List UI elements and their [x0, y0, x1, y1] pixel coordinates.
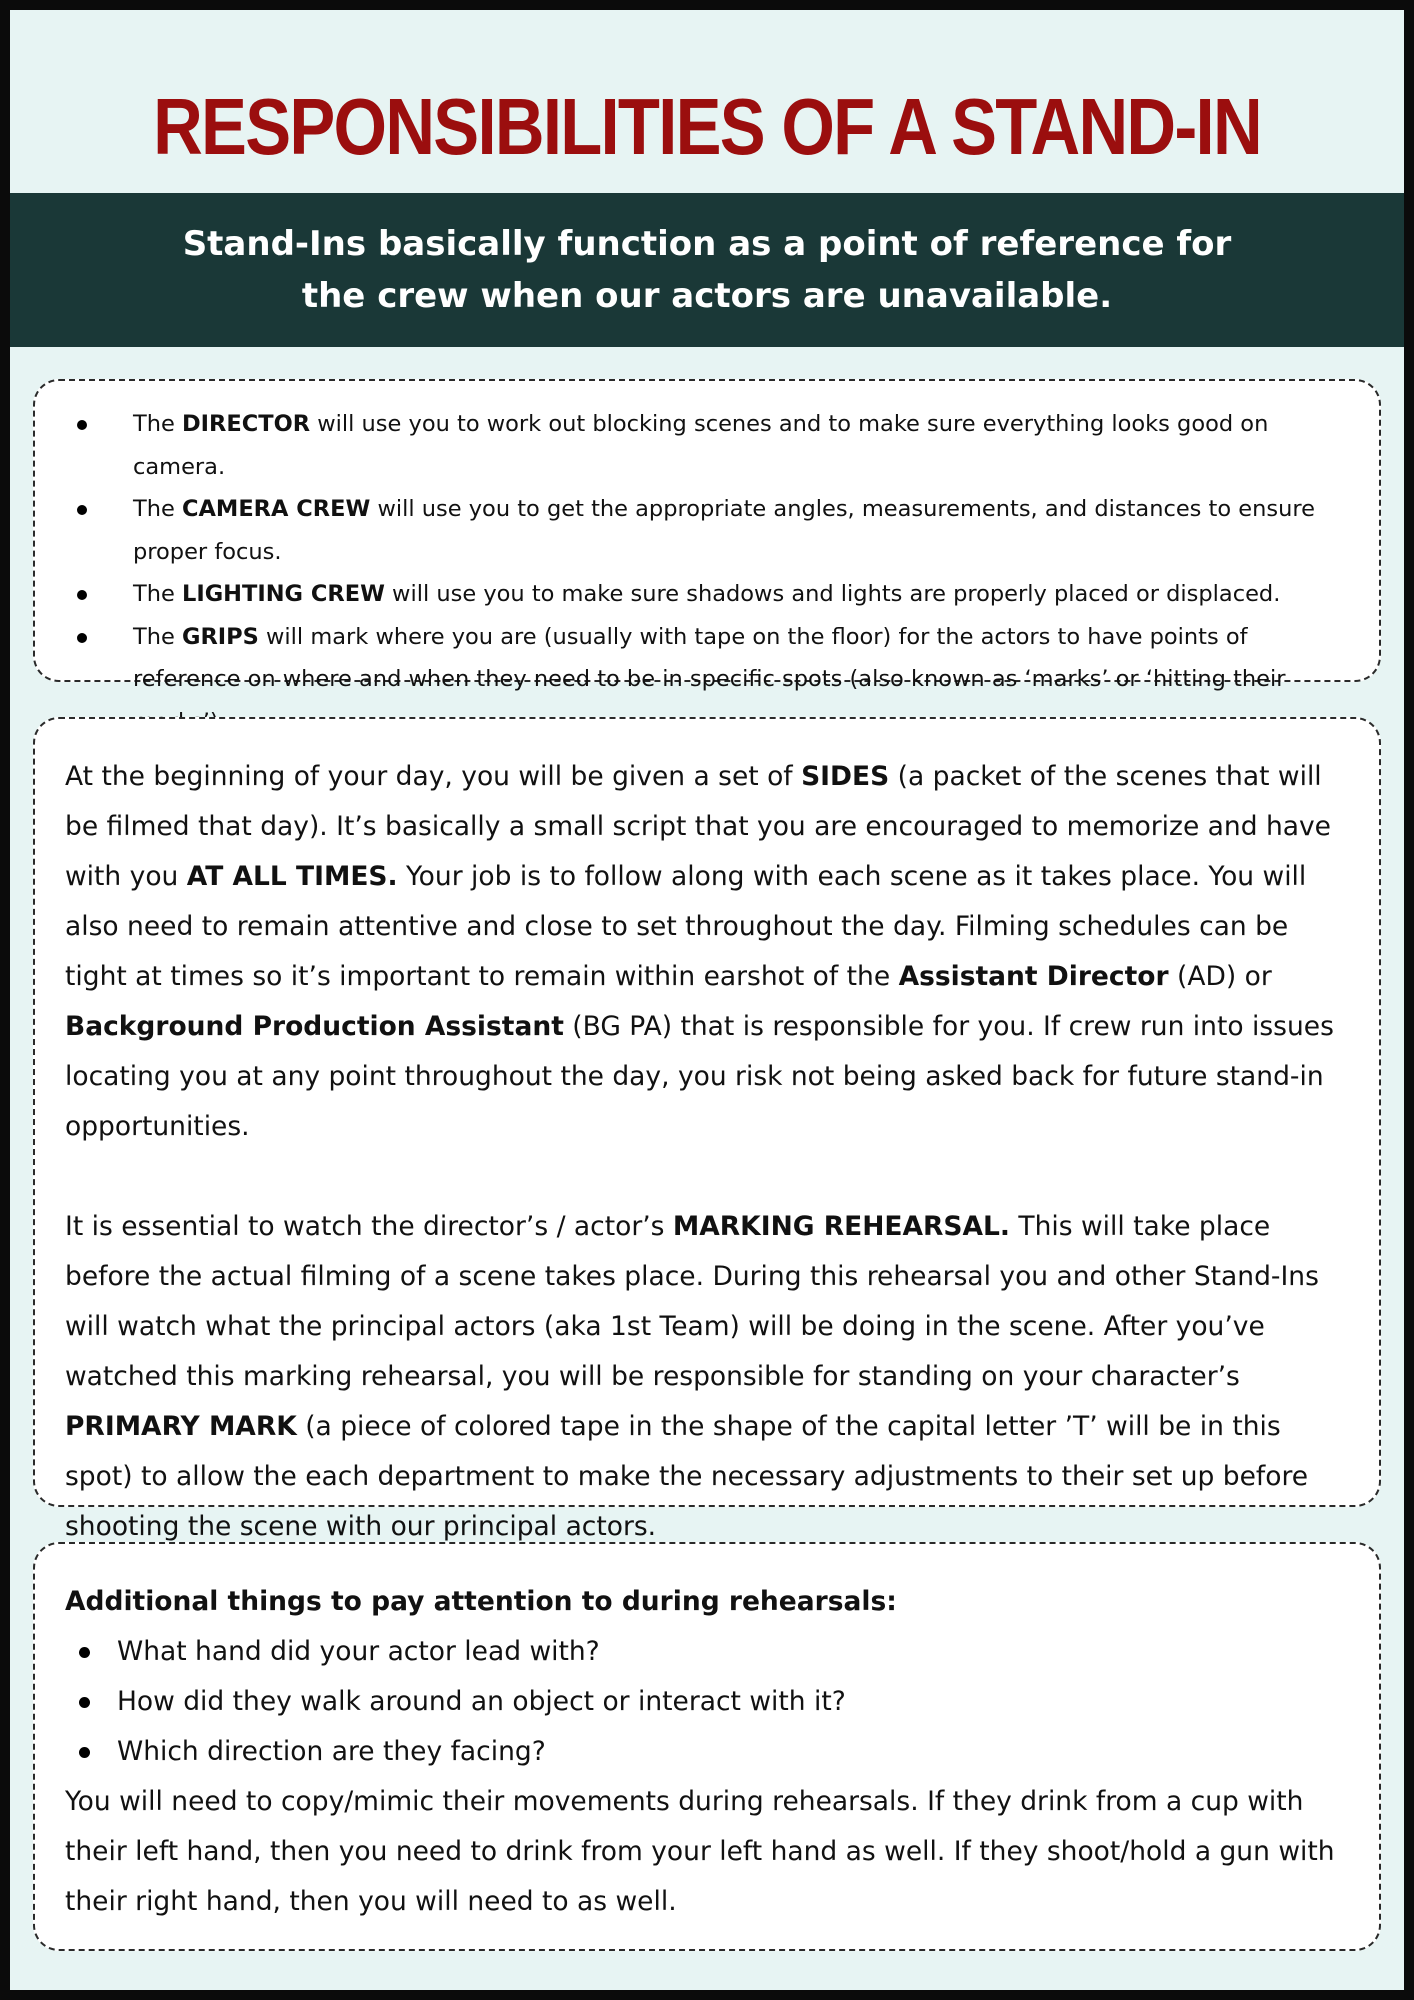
crew-role-camera: The CAMERA CREW will use you to get the appropriate angles, measurements, and distances to ensure proper focus. — [63, 488, 1343, 573]
page-title: RESPONSIBILITIES OF A STAND-IN — [153, 82, 1261, 171]
list-item: How did they walk around an object or interact with it? — [65, 1677, 1349, 1727]
duties-box — [33, 717, 1381, 1542]
banner-line-2: the crew when our actors are unavailable. — [301, 276, 1113, 316]
crew-role-lighting: The LIGHTING CREW will use you to make sure shadows and lights are properly placed or displaced. — [63, 573, 1343, 616]
crew-roles-box — [33, 379, 1381, 692]
flyer-page — [10, 10, 1404, 1990]
additional-closing: You will need to copy/mimic their movements during rehearsals. If they drink from a cup with their left hand, then you need to drink from your left hand as well. If they shoot/hold a gun with their right hand, then you will need to as well. — [65, 1786, 1335, 1917]
additional-box — [33, 1542, 1381, 1951]
sides-paragraph: At the beginning of your day, you will be given a set of SIDES (a packet of the scenes that will be filmed that day). It’s basically a small script that you are encouraged to memorize and have with you AT ALL TIMES. Your job is to follow along with each scene as it takes place. You will also need to remain attentive and close to set throughout the day. Filming schedules can be tight at times so it’s important to remain within earshot of the Assistant Director (AD) or Background Production Assistant (BG PA) that is responsible for you. If crew run into issues locating you at any point throughout the day, you risk not being asked back for future stand-in opportunities. — [65, 761, 1334, 1142]
crew-role-director: The DIRECTOR will use you to work out blocking scenes and to make sure everything looks good on camera. — [63, 403, 1343, 488]
additional-heading: Additional things to pay attention to during rehearsals: — [65, 1586, 897, 1617]
crew-role-grips: The GRIPS will mark where you are (usually with tape on the floor) for the actors to have points of reference on where and when they need to be in specific spots (also known as ‘marks’ or ‘hitting their — [63, 616, 1343, 744]
crew-roles-list — [63, 403, 1343, 743]
intro-banner — [10, 193, 1404, 347]
banner-line-1: Stand-Ins basically function as a point of reference for — [182, 224, 1232, 264]
list-item: What hand did your actor lead with? — [65, 1627, 1349, 1677]
list-item: Which direction are they facing? — [65, 1727, 1349, 1777]
additional-list — [65, 1627, 1349, 1777]
rehearsal-paragraph: It is essential to watch the director’s / actor’s MARKING REHEARSAL. This will take place before the actual filming of a scene takes place. During this rehearsal you and other Stand-Ins will watch what the principal actors (aka 1st Team) will be doing in the scene. After you’ve watched this marking rehearsal, you will be responsible for standing on your character’s PRIMARY MARK (a piece of colored tape in the shape of the capital letter ’T’ will be in this spot) to allow the each department to make the necessary adjustments to their set up before shooting the scene with our principal actors. — [65, 1211, 1319, 1542]
